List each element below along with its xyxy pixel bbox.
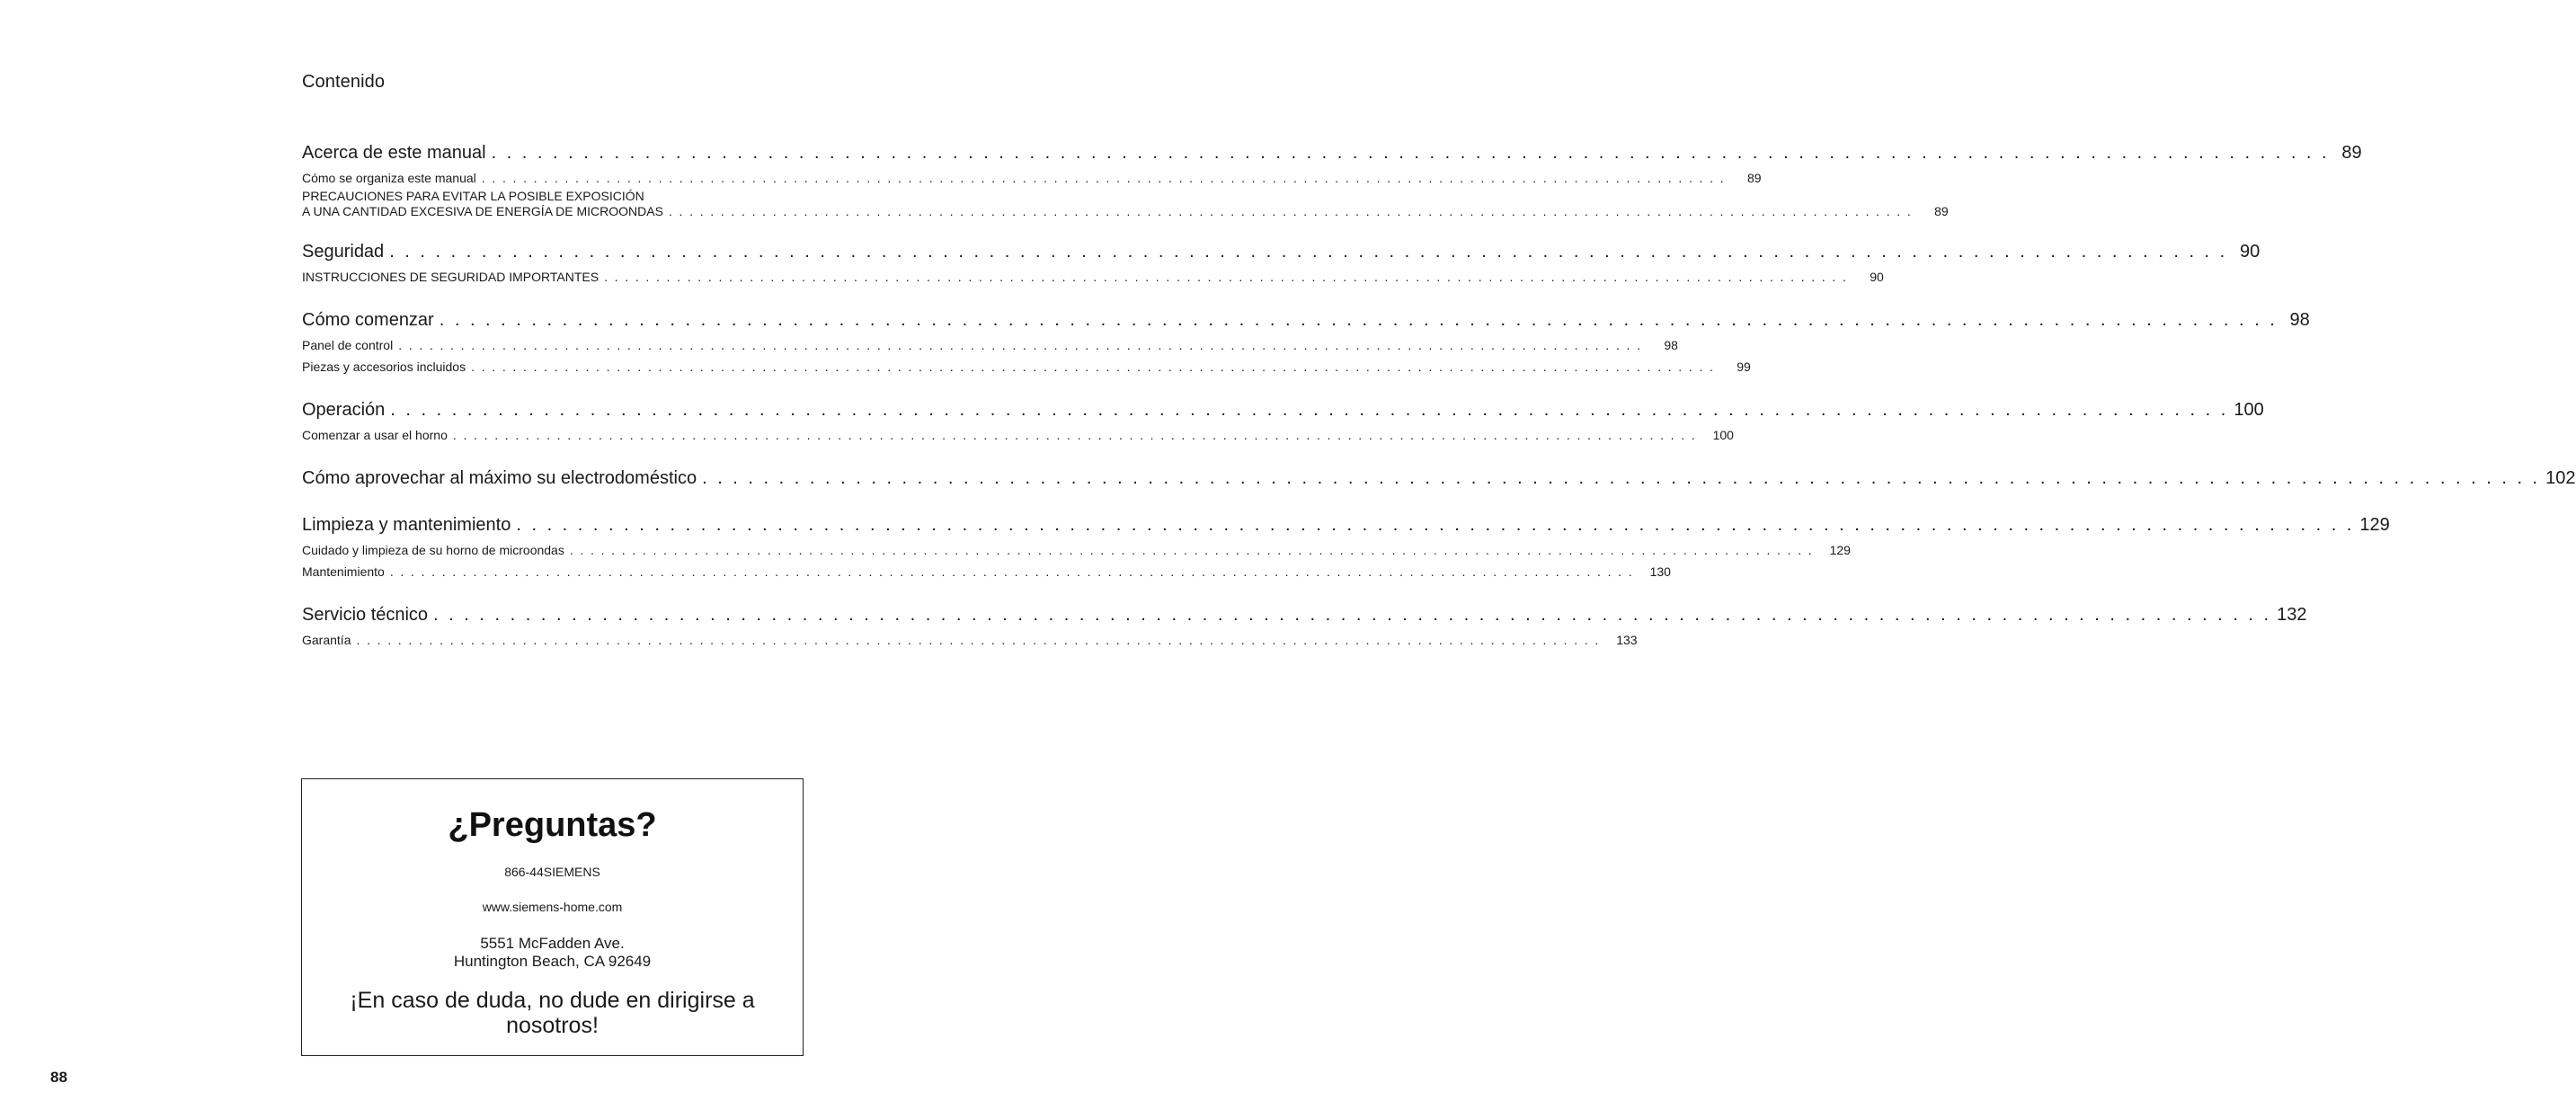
dot-leader: . . . . . . . . . . . . . . . . . . . . . . . . . . . . . . . . . . . . . . . . . . . . . . . . . . . . . . . . . . . . . . . . . . . . . . . . . . . . . . . . . . . . . . . . . . . . . . . . . . . . . . . . . . . . . . . . . . . . . . . .	[398, 338, 1642, 352]
toc-sub-entry-label: Mantenimiento	[302, 564, 385, 579]
toc-sub-entry-page: 100	[1712, 428, 1734, 442]
toc-section	[302, 466, 2576, 493]
dot-leader: . . . . . . . . . . . . . . . . . . . . . . . . . . . . . . . . . . . . . . . . . . . . . . . . . . . . . . . . . . . . . . . . . . . . . . . . . . . . . . . . . . . . . . . . . . . . . . . . . . . . . . . . . . . . . . . . . . . . . . . .	[668, 204, 1913, 218]
toc-sub-entry[interactable]	[302, 266, 1884, 288]
toc-main-entry-page: 129	[2359, 515, 2390, 535]
dot-leader: . . . . . . . . . . . . . . . . . . . . . . . . . . . . . . . . . . . . . . . . . . . . . . . . . . . . . . . . . . . . . . . . . . . . . . . . . . . . . . . . . . . . . . . . . . . . . . . . . . . . . . . . . . . . . . . . . . . . . . . .	[471, 360, 1715, 374]
dot-leader: . . . . . . . . . . . . . . . . . . . . . . . . . . . . . . . . . . . . . . . . . . . . . . . . . . . . . . . . . . . . . . . . . . . . . . . . . . . . . . . . . . . . . . . . . . . . . . . . . . . . . . . . . . . . . . . . . . . . . . . .	[452, 428, 1697, 442]
toc-sub-entry-page: 89	[1934, 204, 1949, 218]
toc-main-entry[interactable]	[302, 466, 2576, 491]
toc-section	[302, 307, 2310, 377]
toc-main-entry-page: 100	[2234, 400, 2264, 420]
dot-leader: . . . . . . . . . . . . . . . . . . . . . . . . . . . . . . . . . . . . . . . . . . . . . . . . . . . . . . . . . . . . . . . . . . . . . . . . . . . . . . . . . . . . . . . . . . . . . . . . . . . . . . . . . . . . . . . . . . . . . . . .	[439, 310, 2278, 330]
dot-leader: . . . . . . . . . . . . . . . . . . . . . . . . . . . . . . . . . . . . . . . . . . . . . . . . . . . . . . . . . . . . . . . . . . . . . . . . . . . . . . . . . . . . . . . . . . . . . . . . . . . . . . . . . . . . . . . . . . . . . . . .	[516, 515, 2355, 535]
toc-main-entry-label: Acerca de este manual	[302, 143, 486, 163]
toc-main-entry-label: Cómo comenzar	[302, 310, 434, 330]
dot-leader: . . . . . . . . . . . . . . . . . . . . . . . . . . . . . . . . . . . . . . . . . . . . . . . . . . . . . . . . . . . . . . . . . . . . . . . . . . . . . . . . . . . . . . . . . . . . . . . . . . . . . . . . . . . . . . . . . . . . . . . .	[604, 270, 1848, 284]
dot-leader: . . . . . . . . . . . . . . . . . . . . . . . . . . . . . . . . . . . . . . . . . . . . . . . . . . . . . . . . . . . . . . . . . . . . . . . . . . . . . . . . . . . . . . . . . . . . . . . . . . . . . . . . . . . . . . . . . . . . . . . .	[389, 564, 1634, 579]
toc-section	[302, 140, 2362, 219]
toc-sub-entry-label: INSTRUCCIONES DE SEGURIDAD IMPORTANTES	[302, 270, 600, 284]
contact-phone[interactable]: 866-44SIEMENS	[504, 865, 600, 879]
toc-sub-entry-page: 99	[1737, 360, 1751, 374]
toc-sub-entry-page: 129	[1829, 543, 1851, 557]
contact-address	[302, 935, 803, 971]
toc-sub-entry-label: Cómo se organiza este manual	[302, 171, 476, 185]
toc-main-entry-page: 89	[2341, 143, 2362, 163]
toc-main-entry-label: Servicio técnico	[302, 605, 429, 625]
toc-main-entry-page: 132	[2277, 605, 2307, 625]
dot-leader: . . . . . . . . . . . . . . . . . . . . . . . . . . . . . . . . . . . . . . . . . . . . . . . . . . . . . . . . . . . . . . . . . . . . . . . . . . . . . . . . . . . . . . . . . . . . . . . . . . . . . . . . . . . . . . . . . . . . . . . .	[389, 242, 2228, 262]
toc-sub-entry-label: Cuidado y limpieza de su horno de microondas	[302, 543, 564, 557]
dot-leader: . . . . . . . . . . . . . . . . . . . . . . . . . . . . . . . . . . . . . . . . . . . . . . . . . . . . . . . . . . . . . . . . . . . . . . . . . . . . . . . . . . . . . . . . . . . . . . . . . . . . . . . . . . . . . . . . . . . . . . . .	[390, 400, 2229, 420]
toc-section	[302, 239, 2261, 288]
toc-sub-entry[interactable]	[302, 356, 1751, 377]
toc-main-entry-page: 98	[2289, 310, 2310, 330]
contact-website[interactable]: www.siemens-home.com	[482, 900, 623, 914]
address-line-2: Huntington Beach, CA 92649	[453, 953, 652, 970]
dot-leader: . . . . . . . . . . . . . . . . . . . . . . . . . . . . . . . . . . . . . . . . . . . . . . . . . . . . . . . . . . . . . . . . . . . . . . . . . . . . . . . . . . . . . . . . . . . . . . . . . . . . . . . . . . . . . . . . . . . . . . . .	[481, 171, 1726, 185]
toc-main-entry[interactable]	[302, 602, 2307, 627]
toc-sub-entry-page: 133	[1616, 633, 1638, 647]
toc-main-entry-label: Seguridad	[302, 242, 385, 262]
toc-sub-entry-page: 98	[1664, 338, 1678, 352]
toc-main-entry-label: Cómo aprovechar al máximo su electrodoméstico	[302, 468, 697, 488]
toc-section	[302, 602, 2307, 651]
toc-sub-entry-label: Garantía	[302, 633, 351, 647]
toc-sub-entry-page: 130	[1649, 564, 1671, 579]
dot-leader: . . . . . . . . . . . . . . . . . . . . . . . . . . . . . . . . . . . . . . . . . . . . . . . . . . . . . . . . . . . . . . . . . . . . . . . . . . . . . . . . . . . . . . . . . . . . . . . . . . . . . . . . . . . . . . . . . . . . . . . .	[356, 633, 1601, 647]
contact-box	[301, 778, 804, 1056]
address-line-1: 5551 McFadden Ave.	[480, 935, 625, 952]
toc-sub-entry-page: 90	[1870, 270, 1884, 284]
contact-heading: ¿Preguntas?	[448, 806, 657, 844]
contact-slogan: ¡En caso de duda, no dude en dirigirse a nosotros!	[350, 988, 755, 1038]
toc-title	[302, 72, 385, 93]
toc-main-entry[interactable]	[302, 307, 2310, 333]
toc-sub-entry[interactable]	[302, 203, 1949, 219]
toc-sub-entry-label-line1: PRECAUCIONES PARA EVITAR LA POSIBLE EXPOSICIÓN	[302, 189, 644, 203]
toc-main-entry[interactable]	[302, 512, 2390, 537]
toc-main-entry[interactable]	[302, 397, 2264, 422]
toc-title-text: Contenido	[302, 72, 386, 92]
toc-main-entry-page: 102	[2545, 468, 2576, 488]
toc-main-entry[interactable]	[302, 239, 2261, 264]
toc-section	[302, 397, 2264, 446]
toc-main-entry-label: Limpieza y mantenimiento	[302, 515, 511, 535]
table-of-contents	[302, 140, 2576, 651]
dot-leader: . . . . . . . . . . . . . . . . . . . . . . . . . . . . . . . . . . . . . . . . . . . . . . . . . . . . . . . . . . . . . . . . . . . . . . . . . . . . . . . . . . . . . . . . . . . . . . . . . . . . . . . . . . . . . . . . . . . . . . . .	[702, 468, 2541, 488]
toc-main-entry[interactable]	[302, 140, 2362, 165]
dot-leader: . . . . . . . . . . . . . . . . . . . . . . . . . . . . . . . . . . . . . . . . . . . . . . . . . . . . . . . . . . . . . . . . . . . . . . . . . . . . . . . . . . . . . . . . . . . . . . . . . . . . . . . . . . . . . . . . . . . . . . . .	[433, 605, 2272, 625]
dot-leader: . . . . . . . . . . . . . . . . . . . . . . . . . . . . . . . . . . . . . . . . . . . . . . . . . . . . . . . . . . . . . . . . . . . . . . . . . . . . . . . . . . . . . . . . . . . . . . . . . . . . . . . . . . . . . . . . . . . . . . . .	[569, 543, 1814, 557]
toc-sub-entry[interactable]	[302, 561, 1671, 582]
toc-main-entry-label: Operación	[302, 400, 386, 420]
page-number: 88	[50, 1069, 67, 1086]
dot-leader: . . . . . . . . . . . . . . . . . . . . . . . . . . . . . . . . . . . . . . . . . . . . . . . . . . . . . . . . . . . . . . . . . . . . . . . . . . . . . . . . . . . . . . . . . . . . . . . . . . . . . . . . . . . . . . . . . . . . . . . .	[491, 143, 2330, 163]
toc-sub-entry-label: A UNA CANTIDAD EXCESIVA DE ENERGÍA DE MICROONDAS	[302, 204, 663, 218]
toc-sub-entry[interactable]	[302, 629, 1638, 651]
toc-sub-entry[interactable]	[302, 424, 1734, 446]
toc-sub-entry-multiline[interactable]	[302, 189, 1949, 219]
toc-sub-entry[interactable]	[302, 167, 1762, 189]
toc-main-entry-page: 90	[2239, 242, 2261, 262]
toc-sub-entry-label: Panel de control	[302, 338, 394, 352]
toc-sub-entry[interactable]	[302, 334, 1678, 356]
toc-sub-entry-label: Piezas y accesorios incluidos	[302, 360, 466, 374]
toc-sub-entry-label: Comenzar a usar el horno	[302, 428, 448, 442]
toc-sub-entry[interactable]	[302, 539, 1851, 561]
toc-sub-entry-page: 89	[1746, 171, 1762, 185]
toc-section	[302, 512, 2390, 582]
